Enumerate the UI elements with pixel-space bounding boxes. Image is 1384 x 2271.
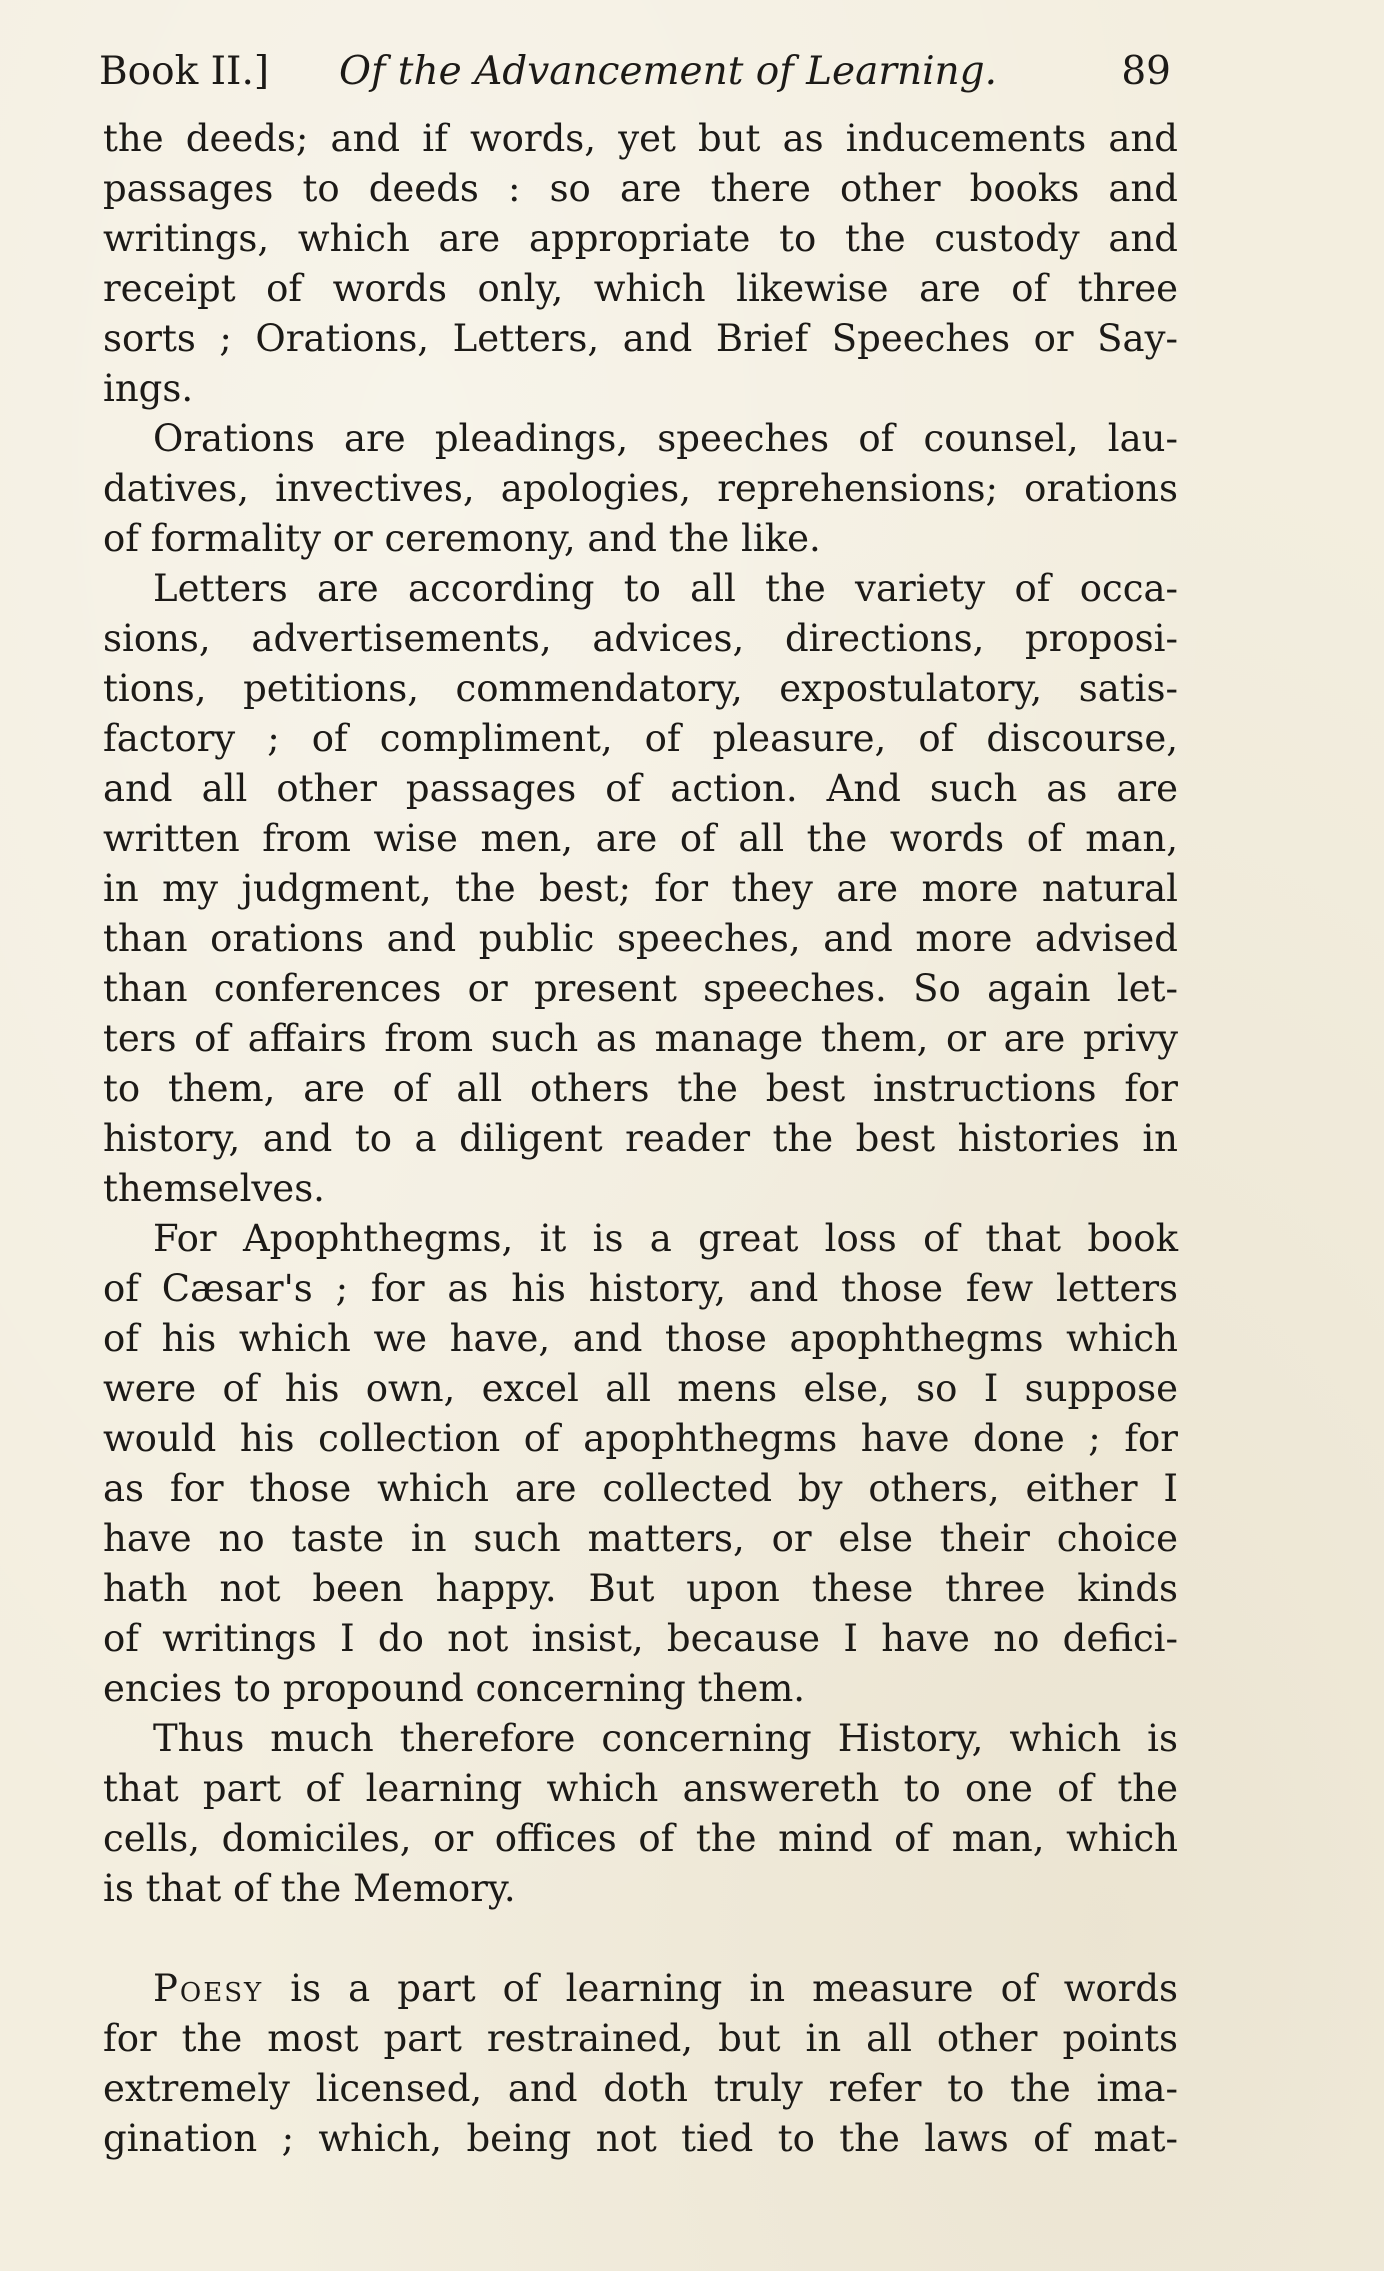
text-line: for the most part restrained, but in all other points [103,2017,1178,2060]
text-line: as for those which are collected by others, either I [103,1467,1178,1510]
text-line: in my judgment, the best; for they are more natural [103,867,1178,910]
text-line: and all other passages of action. And such as are [103,767,1178,810]
text-line: Thus much therefore concerning History, which is [153,1717,1178,1760]
text-line: were of his own, excel all mens else, so I suppose [103,1367,1178,1410]
text-line: sions, advertisements, advices, directions, proposi- [103,617,1178,660]
body-text [103,114,1178,2164]
text-line: tions, petitions, commendatory, expostulatory, satis- [103,667,1178,710]
text-line: gination ; which, being not tied to the laws of mat- [103,2117,1178,2160]
text-line: written from wise men, are of all the words of man, [103,817,1178,860]
text-line: For Apophthegms, it is a great loss of that book [153,1217,1178,1260]
text-line: would his collection of apophthegms have done ; for [103,1417,1178,1460]
text-line: of writings I do not insist, because I have no defici- [103,1617,1178,1660]
text-line: that part of learning which answereth to one of the [103,1767,1178,1810]
text-line: than conferences or present speeches. So again let- [103,967,1178,1010]
text-line: ings. [103,367,194,410]
text-line: the deeds; and if words, yet but as inducements and [103,117,1178,160]
page-number: 89 [1121,49,1171,94]
poesy-word: Poesy [153,1967,264,2010]
text-line: Orations are pleadings, speeches of counsel, lau- [153,417,1178,460]
text-line: encies to propound concerning them. [103,1667,806,1710]
text-line: have no taste in such matters, or else their choice [103,1517,1178,1560]
text-line: writings, which are appropriate to the custody and [103,217,1178,260]
text-line: ters of affairs from such as manage them, or are privy [103,1017,1178,1060]
text-line: receipt of words only, which likewise are of three [103,267,1178,310]
text-line: factory ; of compliment, of pleasure, of discourse, [103,717,1178,760]
text-line-rest: is a part of learning in measure of words [290,1967,1178,2010]
text-line: extremely licensed, and doth truly refer to the ima- [103,2067,1178,2110]
text-line: is that of the Memory. [103,1867,516,1910]
text-line: of Cæsar's ; for as his history, and those few letters [103,1267,1178,1310]
text-line: cells, domiciles, or offices of the mind of man, which [103,1817,1178,1860]
section-gap [103,1914,1178,1964]
text-line: than orations and public speeches, and more advised [103,917,1178,960]
running-head [99,42,1171,102]
text-line: Letters are according to all the variety of occa- [153,567,1178,610]
text-line: passages to deeds : so are there other books and [103,167,1178,210]
text-line: to them, are of all others the best instructions for [103,1067,1178,1110]
text-line: datives, invectives, apologies, reprehensions; orations [103,467,1178,510]
text-line: hath not been happy. But upon these three kinds [103,1567,1178,1610]
book-label: Book II.] [99,49,270,94]
text-line: of formality or ceremony, and the like. [103,517,821,560]
running-title: Of the Advancement of Learning. [339,49,998,94]
text-line: themselves. [103,1167,325,1210]
text-line: of his which we have, and those apophthegms which [103,1317,1178,1360]
text-line [103,1964,1178,2014]
text-line: sorts ; Orations, Letters, and Brief Speeches or Say- [103,317,1178,360]
text-line: history, and to a diligent reader the best histories in [103,1117,1178,1160]
